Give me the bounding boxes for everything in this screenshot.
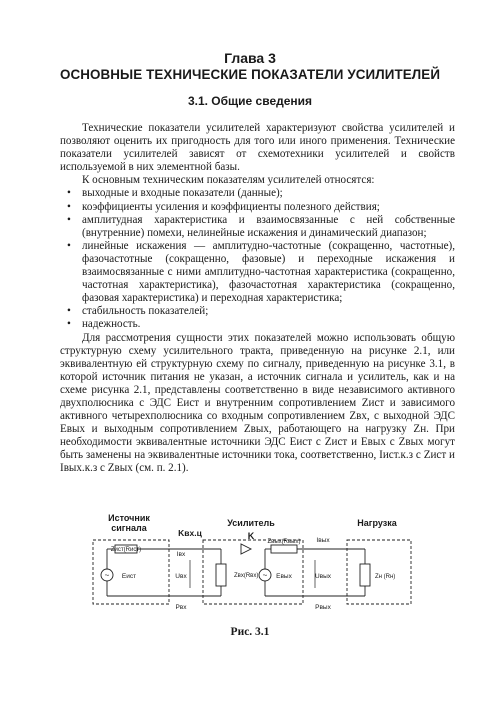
kvx-label: Kвх.ц bbox=[178, 528, 202, 538]
amplifier-triangle-icon bbox=[241, 544, 251, 554]
uvyx-label: Uвых bbox=[314, 573, 332, 580]
list-item: • коэффициенты усиления и коэффициенты полезного действия; bbox=[67, 200, 380, 213]
bullet-icon: • bbox=[67, 213, 71, 226]
list-item: • линейные искажения — амплитудно-частотные (сокращенно, частотные), фазочастотные (сокращенно, фазовые) и переходные искажения и взаимосвязанные с ними амплитудно-частотная характеристика (сокращенно, частотная характеристика), фазочастотная характеристика (сокращенно, фазовая характеристика) и переходная характеристика; bbox=[67, 239, 455, 305]
list-item: • амплитудная характеристика и взаимосвязанные с ней собственные (внутренние) помехи, нелинейные искажения и динамический диапазон; bbox=[67, 213, 455, 239]
svg-text:~: ~ bbox=[104, 571, 110, 580]
list-intro-paragraph: К основным техническим показателям усилителей относятся: bbox=[82, 174, 375, 187]
eist-label: Eист bbox=[121, 573, 137, 580]
zn-label: Zн (Rн) bbox=[375, 574, 396, 580]
list-item: • выходные и входные показатели (данные); bbox=[67, 187, 283, 200]
bullet-icon: • bbox=[67, 200, 71, 213]
bullet-icon: • bbox=[67, 305, 71, 318]
load-box bbox=[347, 540, 411, 604]
zvyx-label: Zвых(Rвых) bbox=[267, 539, 301, 545]
zn-resistor bbox=[360, 564, 370, 586]
indicator-list bbox=[60, 187, 455, 331]
bullet-icon: • bbox=[67, 187, 71, 200]
pvyx-label: Pвых bbox=[315, 604, 331, 611]
chapter-number: Глава 3 bbox=[224, 50, 276, 66]
k-label: K bbox=[247, 531, 255, 541]
list-item: • надежность. bbox=[67, 318, 141, 331]
discussion-paragraph: Для рассмотрения сущности этих показателей можно использовать общую структурную схему усилительного тракта, приведенную на рисунке 2.1, или эквивалентную ей структурную схему по сигналу, приведенную на рисунке 3.1, в которой источник питания не указан, а источник сигнала и усилитель, как и на схеме рисунка 2.1, представлены соответственно в виде независимого активного двухполюсника с ЭДС Eист и внутренним сопротивлением Zист и зависимого активного четырехполюсника со входным сопротивлением Zвх, с выходной ЭДС Eвых и выходным сопротивлением Zвых, работающего на нагрузку Zн. При необходимости эквивалентные источники ЭДС Eист с Zист и Eвых с Zвых могут быть заменены на эквивалентные источники тока, соответственно, Iист.к.з с Zист и Iвых.к.з с Zвых (см. п. 2.1). bbox=[60, 331, 455, 475]
ivx-label: Iвх bbox=[176, 551, 186, 558]
body-text bbox=[60, 122, 455, 476]
bullet-icon: • bbox=[67, 318, 71, 331]
chapter-title: ОСНОВНЫЕ ТЕХНИЧЕСКИЕ ПОКАЗАТЕЛИ УСИЛИТЕЛЕЙ bbox=[59, 67, 441, 82]
evyx-label: Eвых bbox=[276, 573, 292, 580]
intro-paragraph: Технические показатели усилителей характеризуют свойства усилителей и позволяют оценить их пригодность для того или иного применения. Технические показатели усилителей зависят от схемотехники усилителей и свойств используемой в них элементной базы. bbox=[60, 122, 455, 174]
amplifier-label: Усилитель bbox=[227, 518, 275, 528]
bullet-icon: • bbox=[67, 239, 71, 252]
source-label-2: сигнала bbox=[111, 523, 147, 533]
zvyx-resistor bbox=[271, 545, 297, 553]
uvx-label: Uвх bbox=[175, 573, 187, 580]
ivyx-label: Iвых bbox=[316, 537, 330, 544]
section-title: 3.1. Общие сведения bbox=[187, 94, 313, 108]
pvx-label: Pвх bbox=[175, 604, 187, 611]
list-item: • стабильность показателей; bbox=[67, 305, 209, 318]
zvx-resistor bbox=[216, 564, 226, 586]
circuit-diagram bbox=[85, 512, 415, 622]
load-label: Нагрузка bbox=[357, 518, 397, 528]
zist-label: Zист(Rист) bbox=[110, 547, 142, 553]
zvx-label: Zвх(Rвх) bbox=[234, 573, 259, 579]
source-label-1: Источник bbox=[108, 513, 150, 523]
svg-text:~: ~ bbox=[262, 571, 268, 580]
figure-caption: Рис. 3.1 bbox=[230, 626, 270, 638]
amplifier-box bbox=[203, 540, 303, 604]
